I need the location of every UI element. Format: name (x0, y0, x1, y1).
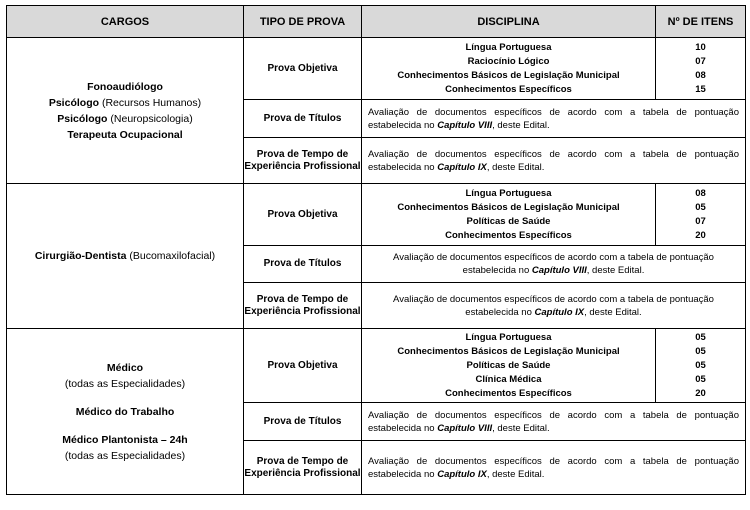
tipo-prova-objetiva: Prova Objetiva (244, 184, 362, 246)
cargo-name: Médico (106, 361, 144, 374)
desc-text: Avaliação de documentos específicos de acordo com a tabela de pontuação estabelecida no (368, 106, 739, 131)
tipo-prova-tempo: Prova de Tempo de Experiência Profissional (244, 283, 362, 329)
capitulo-ref: Capítulo IX (534, 306, 585, 318)
tipo-prova-objetiva: Prova Objetiva (244, 38, 362, 100)
disciplina-list (362, 38, 656, 100)
tempo-description (362, 283, 746, 329)
disciplina-item: Políticas de Saúde (466, 215, 551, 227)
disciplina-item: Conhecimentos Específicos (445, 229, 572, 241)
itens-list (656, 184, 746, 246)
tempo-description (362, 138, 746, 184)
tipo-prova-titulos: Prova de Títulos (244, 246, 362, 283)
disciplina-item: Língua Portuguesa (465, 187, 552, 199)
cargo-note: (Recursos Humanos) (99, 96, 202, 109)
cargo-name: Médico do Trabalho (75, 405, 175, 418)
itens-value: 15 (695, 83, 706, 95)
disciplina-item: Língua Portuguesa (465, 41, 552, 53)
capitulo-ref: Capítulo IX (437, 161, 487, 173)
disciplina-item: Políticas de Saúde (466, 359, 551, 371)
titulos-description (362, 246, 746, 283)
desc-text: , deste Edital. (486, 161, 545, 173)
desc-text: Avaliação de documentos específicos de acordo com a tabela de pontuação estabelecida no (393, 293, 714, 318)
disciplina-item: Conhecimentos Básicos de Legislação Municipal (397, 345, 620, 357)
cargo-name: Psicólogo (48, 96, 100, 109)
cargos-cell (7, 329, 244, 495)
itens-value: 08 (695, 69, 706, 81)
disciplina-item: Língua Portuguesa (465, 331, 552, 343)
desc-text: , deste Edital. (586, 265, 645, 276)
itens-value: 05 (695, 201, 706, 213)
itens-value: 08 (695, 187, 706, 199)
itens-value: 05 (695, 331, 706, 343)
header-row (7, 6, 746, 38)
header-tipo-prova: TIPO DE PROVA (244, 6, 362, 38)
tempo-description (362, 441, 746, 495)
cargo-name: Médico Plantonista – 24h (62, 433, 188, 446)
capitulo-ref: Capítulo VIII (531, 265, 587, 276)
disciplina-item: Clínica Médica (475, 373, 542, 385)
capitulo-ref: Capítulo IX (437, 468, 487, 480)
itens-value: 10 (695, 41, 706, 53)
itens-value: 05 (695, 373, 706, 385)
itens-value: 07 (695, 55, 706, 67)
disciplina-list (362, 329, 656, 403)
exam-table (6, 5, 746, 495)
desc-text: Avaliação de documentos específicos de acordo com a tabela de pontuação estabelecida no (368, 455, 739, 480)
capitulo-ref: Capítulo VIII (437, 422, 493, 434)
itens-list (656, 38, 746, 100)
disciplina-item: Conhecimentos Básicos de Legislação Municipal (397, 201, 620, 213)
itens-value: 20 (695, 229, 706, 241)
tipo-prova-tempo: Prova de Tempo de Experiência Profissional (244, 441, 362, 495)
desc-text: , deste Edital. (492, 422, 550, 434)
desc-text: Avaliação de documentos específicos de acordo com a tabela de pontuação estabelecida no (368, 148, 739, 173)
cargo-note: (todas as Especialidades) (64, 449, 186, 462)
desc-text: Avaliação de documentos específicos de acordo com a tabela de pontuação estabelecida no (393, 252, 714, 276)
tipo-prova-tempo: Prova de Tempo de Experiência Profissional (244, 138, 362, 184)
table-row (7, 184, 746, 246)
disciplina-item: Conhecimentos Básicos de Legislação Municipal (397, 69, 620, 81)
disciplina-list (362, 184, 656, 246)
header-itens: Nº DE ITENS (656, 6, 746, 38)
cargos-cell (7, 184, 244, 329)
cargos-cell (7, 38, 244, 184)
tipo-prova-titulos: Prova de Títulos (244, 403, 362, 441)
table-row (7, 329, 746, 403)
cargo-note: (todas as Especialidades) (64, 377, 186, 390)
desc-text: , deste Edital. (492, 119, 550, 131)
disciplina-item: Conhecimentos Específicos (445, 83, 572, 95)
disciplina-item: Conhecimentos Específicos (445, 387, 572, 399)
desc-text: , deste Edital. (486, 468, 545, 480)
titulos-description (362, 100, 746, 138)
itens-value: 07 (695, 215, 706, 227)
cargo-name: Fonoaudiólogo (87, 80, 163, 93)
itens-value: 05 (695, 359, 706, 371)
cargo-name: Terapeuta Ocupacional (67, 128, 183, 141)
cargo-name: Psicólogo (57, 112, 108, 125)
cargo-name: Cirurgião-Dentista (34, 250, 127, 262)
capitulo-ref: Capítulo VIII (437, 119, 493, 131)
disciplina-item: Raciocínio Lógico (467, 55, 550, 67)
tipo-prova-objetiva: Prova Objetiva (244, 329, 362, 403)
tipo-prova-titulos: Prova de Títulos (244, 100, 362, 138)
itens-value: 05 (695, 345, 706, 357)
cargo-note: (Bucomaxilofacial) (126, 250, 216, 262)
header-cargos: CARGOS (7, 6, 244, 38)
titulos-description (362, 403, 746, 441)
desc-text: , deste Edital. (584, 306, 642, 318)
cargo-note: (Neuropsicologia) (107, 112, 193, 125)
itens-value: 20 (695, 387, 706, 399)
table-row (7, 38, 746, 100)
desc-text: Avaliação de documentos específicos de acordo com a tabela de pontuação estabelecida no (368, 409, 739, 434)
header-disciplina: DISCIPLINA (362, 6, 656, 38)
itens-list (656, 329, 746, 403)
